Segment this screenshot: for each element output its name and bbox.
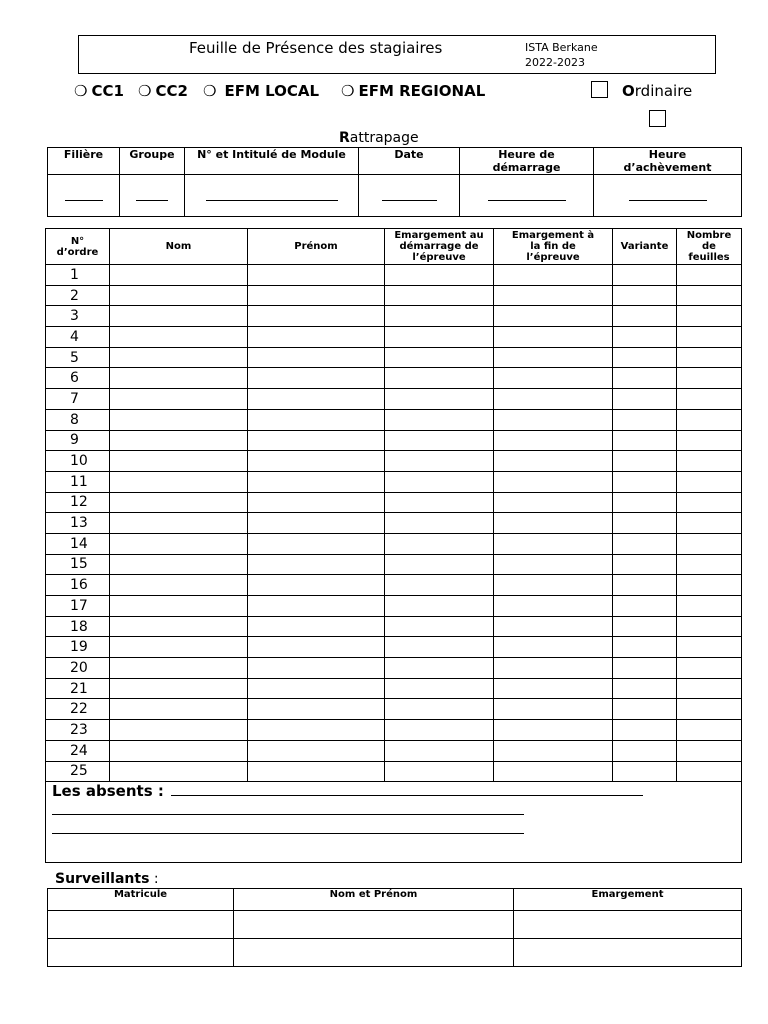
variante-cell[interactable] xyxy=(613,265,677,286)
nom-cell[interactable] xyxy=(110,699,248,720)
table-row xyxy=(46,471,742,492)
prenom-cell[interactable] xyxy=(248,265,385,286)
emargement-debut-cell[interactable] xyxy=(385,637,494,658)
prenom-cell[interactable] xyxy=(248,533,385,554)
nombre-feuilles-cell[interactable] xyxy=(677,389,742,410)
emargement-debut-cell[interactable] xyxy=(385,658,494,679)
emargement-fin-cell[interactable] xyxy=(494,596,613,617)
nom-cell[interactable] xyxy=(110,740,248,761)
prenom-cell[interactable] xyxy=(248,513,385,534)
header-emargement-fin: Emargement à la fin de l’épreuve xyxy=(494,229,613,265)
emargement-fin-cell[interactable] xyxy=(494,389,613,410)
prenom-cell[interactable] xyxy=(248,492,385,513)
nom-cell[interactable] xyxy=(110,265,248,286)
variante-cell[interactable] xyxy=(613,306,677,327)
nombre-feuilles-cell[interactable] xyxy=(677,596,742,617)
variante-cell[interactable] xyxy=(613,740,677,761)
surveillants-table xyxy=(47,888,742,967)
header-module: N° et Intitulé de Module xyxy=(185,148,359,175)
nom-cell[interactable] xyxy=(110,658,248,679)
row-number: 16 xyxy=(46,575,110,596)
nom-cell[interactable] xyxy=(110,596,248,617)
nombre-feuilles-cell[interactable] xyxy=(677,492,742,513)
emargement-fin-cell[interactable] xyxy=(494,761,613,782)
row-number: 4 xyxy=(46,327,110,348)
emargement-fin-cell[interactable] xyxy=(494,306,613,327)
table-row xyxy=(46,389,742,410)
row-number: 10 xyxy=(46,451,110,472)
row-number: 13 xyxy=(46,513,110,534)
emargement-cell[interactable] xyxy=(514,911,742,939)
nom-cell[interactable] xyxy=(110,409,248,430)
table-row xyxy=(46,513,742,534)
nom-cell[interactable] xyxy=(110,368,248,389)
variante-cell[interactable] xyxy=(613,720,677,741)
emargement-debut-cell[interactable] xyxy=(385,409,494,430)
date-field[interactable] xyxy=(359,175,460,217)
nombre-feuilles-cell[interactable] xyxy=(677,265,742,286)
radio-circle-icon: ❍ xyxy=(74,82,88,100)
nombre-feuilles-cell[interactable] xyxy=(677,678,742,699)
row-number: 18 xyxy=(46,616,110,637)
nombre-feuilles-cell[interactable] xyxy=(677,368,742,389)
table-row xyxy=(46,265,742,286)
nom-cell[interactable] xyxy=(110,389,248,410)
nom-cell[interactable] xyxy=(110,575,248,596)
header-nom: Nom xyxy=(110,229,248,265)
emargement-debut-cell[interactable] xyxy=(385,471,494,492)
emargement-debut-cell[interactable] xyxy=(385,285,494,306)
emargement-debut-cell[interactable] xyxy=(385,265,494,286)
groupe-field[interactable] xyxy=(120,175,185,217)
table-row xyxy=(46,699,742,720)
table-row xyxy=(46,430,742,451)
filiere-field[interactable] xyxy=(48,175,120,217)
table-row xyxy=(46,285,742,306)
nombre-feuilles-cell[interactable] xyxy=(677,347,742,368)
prenom-cell[interactable] xyxy=(248,699,385,720)
nom-cell[interactable] xyxy=(110,471,248,492)
emargement-fin-cell[interactable] xyxy=(494,430,613,451)
variante-cell[interactable] xyxy=(613,637,677,658)
nombre-feuilles-cell[interactable] xyxy=(677,430,742,451)
prenom-cell[interactable] xyxy=(248,761,385,782)
nom-prenom-cell[interactable] xyxy=(234,939,514,967)
prenom-cell[interactable] xyxy=(248,368,385,389)
emargement-debut-cell[interactable] xyxy=(385,368,494,389)
table-row xyxy=(46,616,742,637)
emargement-debut-cell[interactable] xyxy=(385,492,494,513)
header-nom-prenom: Nom et Prénom xyxy=(234,889,514,911)
emargement-debut-cell[interactable] xyxy=(385,616,494,637)
nombre-feuilles-cell[interactable] xyxy=(677,720,742,741)
table-row xyxy=(46,720,742,741)
table-row xyxy=(46,409,742,430)
matricule-cell[interactable] xyxy=(48,911,234,939)
prenom-cell[interactable] xyxy=(248,430,385,451)
header-date: Date xyxy=(359,148,460,175)
nom-cell[interactable] xyxy=(110,678,248,699)
header-filiere: Filière xyxy=(48,148,120,175)
prenom-cell[interactable] xyxy=(248,637,385,658)
prenom-cell[interactable] xyxy=(248,471,385,492)
emargement-fin-cell[interactable] xyxy=(494,265,613,286)
surveillant-row xyxy=(48,911,742,939)
nom-cell[interactable] xyxy=(110,327,248,348)
table-row xyxy=(46,554,742,575)
variante-cell[interactable] xyxy=(613,285,677,306)
emargement-fin-cell[interactable] xyxy=(494,699,613,720)
module-info-table xyxy=(47,147,742,217)
row-number: 20 xyxy=(46,658,110,679)
table-row xyxy=(46,533,742,554)
row-number: 24 xyxy=(46,740,110,761)
prenom-cell[interactable] xyxy=(248,409,385,430)
table-row xyxy=(46,740,742,761)
row-number: 3 xyxy=(46,306,110,327)
radio-circle-icon: ❍ xyxy=(203,82,217,100)
nombre-feuilles-cell[interactable] xyxy=(677,471,742,492)
table-row xyxy=(46,761,742,782)
emargement-fin-cell[interactable] xyxy=(494,616,613,637)
nom-cell[interactable] xyxy=(110,492,248,513)
emargement-fin-cell[interactable] xyxy=(494,513,613,534)
nom-cell[interactable] xyxy=(110,347,248,368)
header-heure-achevement: Heure d’achèvement xyxy=(594,148,742,175)
table-row xyxy=(46,327,742,348)
variante-cell[interactable] xyxy=(613,368,677,389)
row-number: 8 xyxy=(46,409,110,430)
emargement-fin-cell[interactable] xyxy=(494,285,613,306)
prenom-cell[interactable] xyxy=(248,596,385,617)
nombre-feuilles-cell[interactable] xyxy=(677,761,742,782)
emargement-debut-cell[interactable] xyxy=(385,347,494,368)
prenom-cell[interactable] xyxy=(248,327,385,348)
table-row xyxy=(46,451,742,472)
emargement-fin-cell[interactable] xyxy=(494,740,613,761)
variante-cell[interactable] xyxy=(613,347,677,368)
variante-cell[interactable] xyxy=(613,471,677,492)
nombre-feuilles-cell[interactable] xyxy=(677,513,742,534)
heure-demarrage-field[interactable] xyxy=(460,175,594,217)
variante-cell[interactable] xyxy=(613,533,677,554)
option-cc1[interactable]: ❍ CC1 xyxy=(74,82,124,100)
emargement-debut-cell[interactable] xyxy=(385,678,494,699)
row-number: 1 xyxy=(46,265,110,286)
prenom-cell[interactable] xyxy=(248,720,385,741)
table-row xyxy=(46,596,742,617)
emargement-fin-cell[interactable] xyxy=(494,471,613,492)
row-number: 2 xyxy=(46,285,110,306)
nom-cell[interactable] xyxy=(110,451,248,472)
table-row xyxy=(46,637,742,658)
emargement-fin-cell[interactable] xyxy=(494,658,613,679)
nom-cell[interactable] xyxy=(110,616,248,637)
table-row xyxy=(46,347,742,368)
header-heure-demarrage: Heure de démarrage xyxy=(460,148,594,175)
variante-cell[interactable] xyxy=(613,616,677,637)
variante-cell[interactable] xyxy=(613,678,677,699)
nombre-feuilles-cell[interactable] xyxy=(677,285,742,306)
row-number: 5 xyxy=(46,347,110,368)
nombre-feuilles-cell[interactable] xyxy=(677,616,742,637)
prenom-cell[interactable] xyxy=(248,347,385,368)
emargement-fin-cell[interactable] xyxy=(494,492,613,513)
absents-line-3 xyxy=(52,819,735,838)
variante-cell[interactable] xyxy=(613,658,677,679)
table-row xyxy=(46,368,742,389)
emargement-debut-cell[interactable] xyxy=(385,699,494,720)
option-cc2[interactable]: ❍ CC2 xyxy=(138,82,188,100)
ordinaire-label: Ordinaire xyxy=(622,82,693,100)
nombre-feuilles-cell[interactable] xyxy=(677,699,742,720)
header-groupe: Groupe xyxy=(120,148,185,175)
emargement-debut-cell[interactable] xyxy=(385,513,494,534)
emargement-fin-cell[interactable] xyxy=(494,533,613,554)
emargement-fin-cell[interactable] xyxy=(494,409,613,430)
prenom-cell[interactable] xyxy=(248,678,385,699)
emargement-debut-cell[interactable] xyxy=(385,451,494,472)
variante-cell[interactable] xyxy=(613,327,677,348)
nombre-feuilles-cell[interactable] xyxy=(677,658,742,679)
emargement-fin-cell[interactable] xyxy=(494,451,613,472)
nombre-feuilles-cell[interactable] xyxy=(677,637,742,658)
ordinaire-checkbox[interactable] xyxy=(591,81,608,98)
emargement-fin-cell[interactable] xyxy=(494,347,613,368)
absents-line-2 xyxy=(52,800,735,819)
option-efm-regional[interactable]: ❍ EFM REGIONAL xyxy=(341,82,486,100)
emargement-fin-cell[interactable] xyxy=(494,327,613,348)
prenom-cell[interactable] xyxy=(248,740,385,761)
prenom-cell[interactable] xyxy=(248,306,385,327)
row-number: 17 xyxy=(46,596,110,617)
radio-circle-icon: ❍ xyxy=(138,82,152,100)
prenom-cell[interactable] xyxy=(248,389,385,410)
nom-cell[interactable] xyxy=(110,306,248,327)
nom-prenom-cell[interactable] xyxy=(234,911,514,939)
emargement-debut-cell[interactable] xyxy=(385,389,494,410)
row-number: 23 xyxy=(46,720,110,741)
nombre-feuilles-cell[interactable] xyxy=(677,327,742,348)
row-number: 7 xyxy=(46,389,110,410)
prenom-cell[interactable] xyxy=(248,658,385,679)
option-efm-local[interactable]: ❍ EFM LOCAL xyxy=(203,82,320,100)
emargement-cell[interactable] xyxy=(514,939,742,967)
rattrapage-label: Rattrapage xyxy=(339,130,419,146)
variante-cell[interactable] xyxy=(613,761,677,782)
prenom-cell[interactable] xyxy=(248,285,385,306)
row-number: 15 xyxy=(46,554,110,575)
school-year: 2022-2023 xyxy=(525,56,585,69)
row-number: 22 xyxy=(46,699,110,720)
emargement-fin-cell[interactable] xyxy=(494,678,613,699)
nombre-feuilles-cell[interactable] xyxy=(677,306,742,327)
emargement-debut-cell[interactable] xyxy=(385,554,494,575)
prenom-cell[interactable] xyxy=(248,616,385,637)
nombre-feuilles-cell[interactable] xyxy=(677,409,742,430)
nom-cell[interactable] xyxy=(110,430,248,451)
nombre-feuilles-cell[interactable] xyxy=(677,740,742,761)
header-variante: Variante xyxy=(613,229,677,265)
emargement-debut-cell[interactable] xyxy=(385,596,494,617)
header-box xyxy=(78,35,716,74)
page-title: Feuille de Présence des stagiaires xyxy=(189,39,443,57)
variante-cell[interactable] xyxy=(613,451,677,472)
variante-cell[interactable] xyxy=(613,596,677,617)
header-prenom: Prénom xyxy=(248,229,385,265)
variante-cell[interactable] xyxy=(613,492,677,513)
header-matricule: Matricule xyxy=(48,889,234,911)
table-row xyxy=(46,678,742,699)
variante-cell[interactable] xyxy=(613,554,677,575)
matricule-cell[interactable] xyxy=(48,939,234,967)
row-number: 9 xyxy=(46,430,110,451)
emargement-debut-cell[interactable] xyxy=(385,575,494,596)
emargement-debut-cell[interactable] xyxy=(385,327,494,348)
institution-name: ISTA Berkane xyxy=(525,41,598,54)
emargement-fin-cell[interactable] xyxy=(494,554,613,575)
prenom-cell[interactable] xyxy=(248,451,385,472)
nom-cell[interactable] xyxy=(110,285,248,306)
row-number: 19 xyxy=(46,637,110,658)
row-number: 12 xyxy=(46,492,110,513)
nom-cell[interactable] xyxy=(110,513,248,534)
module-field[interactable] xyxy=(185,175,359,217)
header-emargement-debut: Emargement au démarrage de l’épreuve xyxy=(385,229,494,265)
nombre-feuilles-cell[interactable] xyxy=(677,533,742,554)
attendance-table xyxy=(45,228,742,863)
emargement-fin-cell[interactable] xyxy=(494,720,613,741)
emargement-fin-cell[interactable] xyxy=(494,575,613,596)
variante-cell[interactable] xyxy=(613,575,677,596)
emargement-debut-cell[interactable] xyxy=(385,761,494,782)
header-numero-ordre: N° d’ordre xyxy=(46,229,110,265)
header-nombre-feuilles: Nombre de feuilles xyxy=(677,229,742,265)
absents-section[interactable] xyxy=(46,782,742,863)
surveillants-label: Surveillants : xyxy=(55,871,159,887)
nom-cell[interactable] xyxy=(110,533,248,554)
table-row xyxy=(46,575,742,596)
row-number: 21 xyxy=(46,678,110,699)
variante-cell[interactable] xyxy=(613,699,677,720)
radio-circle-icon: ❍ xyxy=(341,82,355,100)
emargement-debut-cell[interactable] xyxy=(385,430,494,451)
variante-cell[interactable] xyxy=(613,409,677,430)
row-number: 14 xyxy=(46,533,110,554)
absents-label: Les absents : xyxy=(52,782,164,801)
nombre-feuilles-cell[interactable] xyxy=(677,575,742,596)
nom-cell[interactable] xyxy=(110,637,248,658)
row-number: 11 xyxy=(46,471,110,492)
nom-cell[interactable] xyxy=(110,720,248,741)
nombre-feuilles-cell[interactable] xyxy=(677,554,742,575)
rattrapage-checkbox[interactable] xyxy=(649,110,666,127)
variante-cell[interactable] xyxy=(613,513,677,534)
emargement-fin-cell[interactable] xyxy=(494,637,613,658)
absents-line-1 xyxy=(52,782,735,800)
emargement-debut-cell[interactable] xyxy=(385,533,494,554)
variante-cell[interactable] xyxy=(613,389,677,410)
nom-cell[interactable] xyxy=(110,554,248,575)
emargement-debut-cell[interactable] xyxy=(385,720,494,741)
prenom-cell[interactable] xyxy=(248,575,385,596)
emargement-fin-cell[interactable] xyxy=(494,368,613,389)
surveillant-row xyxy=(48,939,742,967)
table-row xyxy=(46,492,742,513)
table-row xyxy=(46,306,742,327)
emargement-debut-cell[interactable] xyxy=(385,306,494,327)
row-number: 6 xyxy=(46,368,110,389)
header-emargement: Emargement xyxy=(514,889,742,911)
nom-cell[interactable] xyxy=(110,761,248,782)
heure-achevement-field[interactable] xyxy=(594,175,742,217)
prenom-cell[interactable] xyxy=(248,554,385,575)
emargement-debut-cell[interactable] xyxy=(385,740,494,761)
row-number: 25 xyxy=(46,761,110,782)
variante-cell[interactable] xyxy=(613,430,677,451)
nombre-feuilles-cell[interactable] xyxy=(677,451,742,472)
table-row xyxy=(46,658,742,679)
